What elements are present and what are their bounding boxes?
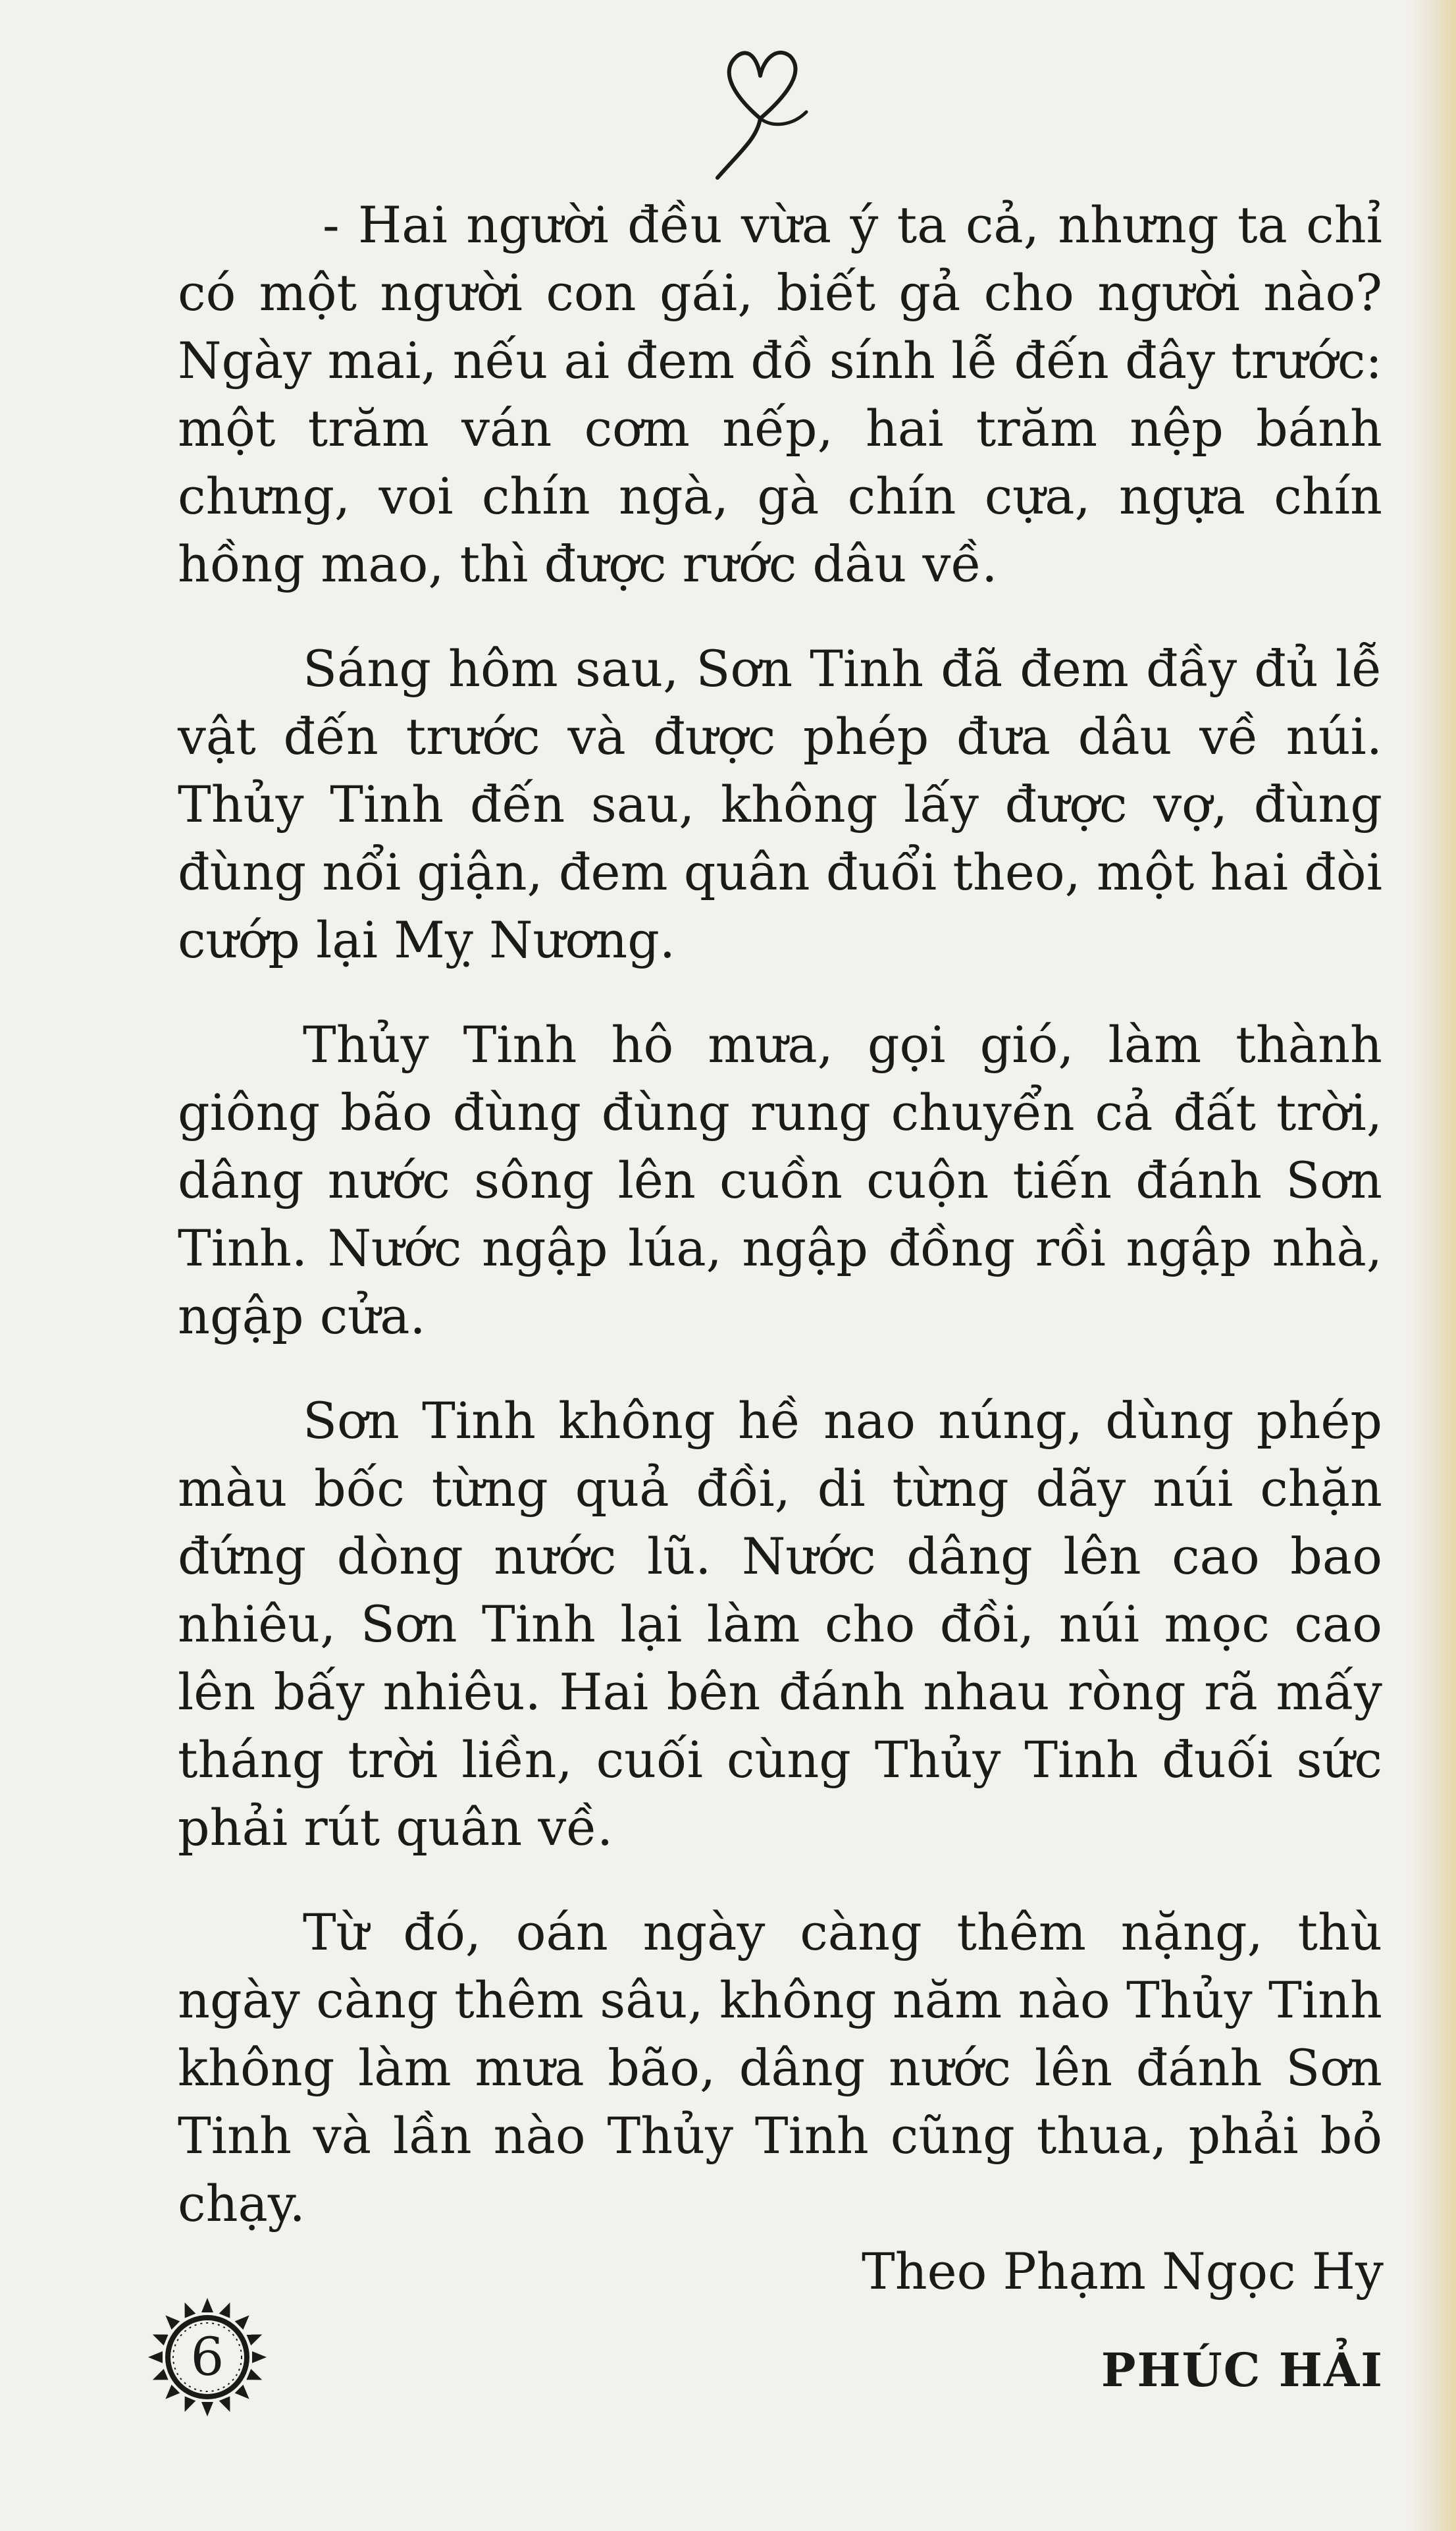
paragraph-4: Sơn Tinh không hề nao núng, dùng phép màu bốc từng quả đồi, di từng dãy núi chặn đứng dòng nước lũ. Nước dâng lên cao bao nhiêu, Sơn Tinh lại làm cho đồi, núi mọc cao lên bấy nhiêu. Hai bên đánh nhau ròng rã mấy tháng trời liền, cuối cùng Thủy Tinh đuối sức phải rút quân về.: [178, 1391, 1382, 1857]
paragraph-2: Sáng hôm sau, Sơn Tinh đã đem đầy đủ lễ vật đến trước và được phép đưa dâu về núi. Thủy Tinh đến sau, không lấy được vợ, đùng đùng nổi giận, đem quân đuổi theo, một hai đòi cướp lại Mỵ Nương.: [178, 639, 1382, 969]
page-number: 6: [190, 2326, 224, 2387]
author-credit: Theo Phạm Ngọc Hy: [862, 2242, 1384, 2301]
paragraph-1: - Hai người đều vừa ý ta cả, nhưng ta chỉ có một người con gái, biết gả cho người nào? Ngày mai, nếu ai đem đồ sính lễ đến đây trước: một trăm ván cơm nếp, hai trăm nệp bánh chưng, voi chín ngà, gà chín cựa, ngựa chín hồng mao, thì được rước dâu về.: [178, 196, 1382, 593]
paragraph-3: Thủy Tinh hô mưa, gọi gió, làm thành giông bão đùng đùng rung chuyển cả đất trời, dâng nước sông lên cuồn cuộn tiến đánh Sơn Tinh. Nước ngập lúa, ngập đồng rồi ngập nhà, ngập cửa.: [178, 1015, 1382, 1345]
heart-doodle-icon: [711, 46, 810, 184]
page-edge-shadow: [1410, 0, 1456, 2531]
attribution: [862, 2235, 1384, 2407]
page-number-badge: [148, 2298, 267, 2416]
illustrator-credit: PHÚC HẢI: [1101, 2343, 1384, 2397]
story-text: [178, 191, 1382, 2274]
paragraph-5: Từ đó, oán ngày càng thêm nặng, thù ngày càng thêm sâu, không năm nào Thủy Tinh không làm mưa bão, dâng nước lên đánh Sơn Tinh và lần nào Thủy Tinh cũng thua, phải bỏ chạy.: [178, 1903, 1382, 2233]
